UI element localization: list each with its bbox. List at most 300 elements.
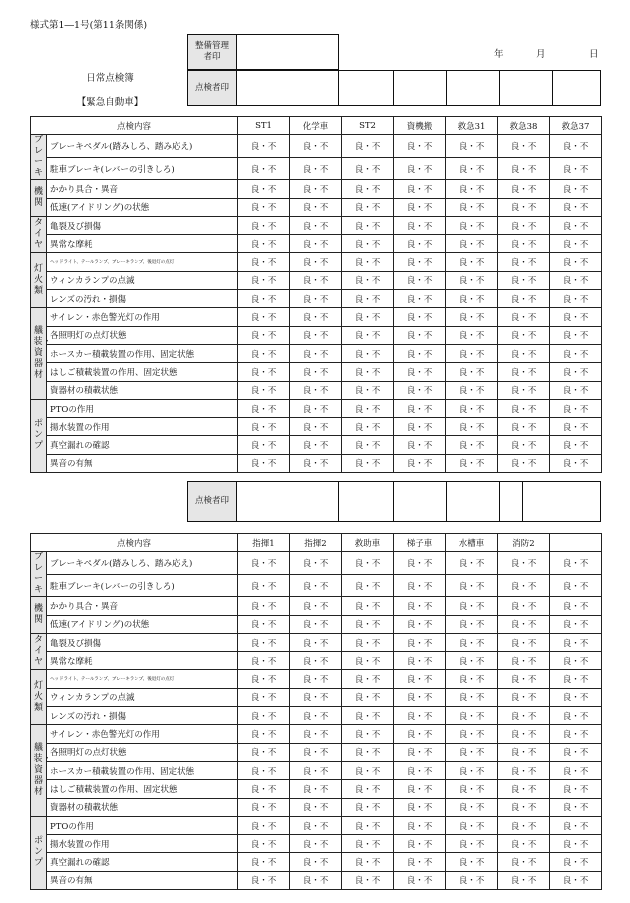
check-mark-cell[interactable]: 良・不 [290,363,342,381]
check-mark-cell[interactable]: 良・不 [446,743,498,761]
check-mark-cell[interactable]: 良・不 [446,135,498,158]
manager-seal-field[interactable] [237,35,339,70]
check-mark-cell[interactable]: 良・不 [238,853,290,871]
check-mark-cell[interactable]: 良・不 [238,344,290,362]
check-mark-cell[interactable]: 良・不 [550,253,602,271]
check-mark-cell[interactable]: 良・不 [394,326,446,344]
check-mark-cell[interactable]: 良・不 [290,271,342,289]
check-mark-cell[interactable]: 良・不 [238,235,290,253]
header-vehicle: 消防2 [498,534,550,552]
inspector-seal-field[interactable] [394,71,447,106]
check-mark-cell[interactable]: 良・不 [550,798,602,816]
inspection-item: 低速(アイドリング)の状態 [47,198,238,216]
check-mark-cell[interactable]: 良・不 [550,271,602,289]
check-mark-cell[interactable]: 良・不 [394,436,446,454]
check-mark-cell[interactable]: 良・不 [394,198,446,216]
check-mark-cell[interactable]: 良・不 [498,670,550,688]
category-text: 機関 [33,187,43,209]
check-mark-cell[interactable]: 良・不 [290,597,342,615]
check-mark-cell[interactable]: 良・不 [498,615,550,633]
check-mark-cell[interactable]: 良・不 [498,157,550,180]
check-mark-cell[interactable]: 良・不 [238,670,290,688]
inspection-item: 駐車ブレーキ(レバーの引きしろ) [47,574,238,597]
table-row [31,290,602,308]
check-mark-cell[interactable]: 良・不 [446,235,498,253]
check-mark-cell[interactable]: 良・不 [394,290,446,308]
check-mark-cell[interactable]: 良・不 [342,326,394,344]
check-mark-cell[interactable]: 良・不 [550,853,602,871]
check-mark-cell[interactable]: 良・不 [394,574,446,597]
check-mark-cell[interactable]: 良・不 [446,652,498,670]
check-mark-cell[interactable]: 良・不 [394,761,446,779]
check-mark-cell[interactable]: 良・不 [446,216,498,234]
check-mark-cell[interactable]: 良・不 [498,552,550,575]
check-mark-cell[interactable]: 良・不 [498,418,550,436]
check-mark-cell[interactable]: 良・不 [290,871,342,889]
check-mark-cell[interactable]: 良・不 [290,552,342,575]
check-mark-cell[interactable]: 良・不 [446,552,498,575]
check-mark-cell[interactable]: 良・不 [498,743,550,761]
table-row [31,780,602,798]
check-mark-cell[interactable]: 良・不 [238,326,290,344]
check-mark-cell[interactable]: 良・不 [498,853,550,871]
check-mark-cell[interactable]: 良・不 [290,381,342,399]
check-mark-cell[interactable]: 良・不 [238,157,290,180]
check-mark-cell[interactable]: 良・不 [238,597,290,615]
table-row [31,798,602,816]
check-mark-cell[interactable]: 良・不 [238,308,290,326]
check-mark-cell[interactable]: 良・不 [498,798,550,816]
check-mark-cell[interactable]: 良・不 [290,761,342,779]
check-mark-cell[interactable]: 良・不 [238,780,290,798]
check-mark-cell[interactable]: 良・不 [290,436,342,454]
check-mark-cell[interactable]: 良・不 [394,308,446,326]
check-mark-cell[interactable]: 良・不 [446,574,498,597]
check-mark-cell[interactable]: 良・不 [498,725,550,743]
check-mark-cell[interactable]: 良・不 [238,707,290,725]
inspector-seal-field[interactable] [523,482,601,522]
check-mark-cell[interactable]: 良・不 [550,344,602,362]
date-day-label: 日 [589,49,599,60]
check-mark-cell[interactable]: 良・不 [290,574,342,597]
check-mark-cell[interactable]: 良・不 [342,271,394,289]
check-mark-cell[interactable]: 良・不 [550,198,602,216]
inspector-seal-box-2 [187,481,601,522]
check-mark-cell[interactable]: 良・不 [550,235,602,253]
inspection-item: ウィンカランプの点滅 [47,688,238,706]
check-mark-cell[interactable]: 良・不 [290,399,342,417]
check-mark-cell[interactable]: 良・不 [394,454,446,472]
check-mark-cell[interactable]: 良・不 [394,798,446,816]
check-mark-cell[interactable]: 良・不 [394,871,446,889]
check-mark-cell[interactable]: 良・不 [498,688,550,706]
check-mark-cell[interactable]: 良・不 [290,290,342,308]
check-mark-cell[interactable]: 良・不 [446,688,498,706]
check-mark-cell[interactable]: 良・不 [550,157,602,180]
check-mark-cell[interactable]: 良・不 [446,780,498,798]
check-mark-cell[interactable]: 良・不 [290,198,342,216]
check-mark-cell[interactable]: 良・不 [394,271,446,289]
check-mark-cell[interactable]: 良・不 [498,253,550,271]
check-mark-cell[interactable]: 良・不 [550,780,602,798]
check-mark-cell[interactable]: 良・不 [290,308,342,326]
check-mark-cell[interactable]: 良・不 [342,363,394,381]
check-mark-cell[interactable]: 良・不 [446,436,498,454]
check-mark-cell[interactable]: 良・不 [342,633,394,651]
check-mark-cell[interactable]: 良・不 [290,707,342,725]
check-mark-cell[interactable]: 良・不 [238,454,290,472]
table-row [31,180,602,198]
check-mark-cell[interactable]: 良・不 [238,574,290,597]
check-mark-cell[interactable]: 良・不 [342,707,394,725]
form-number: 様式第1―1号(第11条関係) [30,20,148,31]
check-mark-cell[interactable]: 良・不 [446,271,498,289]
check-mark-cell[interactable]: 良・不 [498,454,550,472]
check-mark-cell[interactable]: 良・不 [290,135,342,158]
check-mark-cell[interactable]: 良・不 [290,216,342,234]
check-mark-cell[interactable]: 良・不 [498,308,550,326]
check-mark-cell[interactable]: 良・不 [238,381,290,399]
check-mark-cell[interactable]: 良・不 [550,652,602,670]
check-mark-cell[interactable]: 良・不 [498,381,550,399]
check-mark-cell[interactable]: 良・不 [550,871,602,889]
check-mark-cell[interactable]: 良・不 [550,707,602,725]
check-mark-cell[interactable]: 良・不 [446,454,498,472]
check-mark-cell[interactable]: 良・不 [238,216,290,234]
check-mark-cell[interactable]: 良・不 [342,780,394,798]
check-mark-cell[interactable]: 良・不 [550,135,602,158]
check-mark-cell[interactable]: 良・不 [446,157,498,180]
table-row [31,454,602,472]
check-mark-cell[interactable]: 良・不 [498,344,550,362]
check-mark-cell[interactable]: 良・不 [238,198,290,216]
check-mark-cell[interactable]: 良・不 [550,743,602,761]
check-mark-cell[interactable]: 良・不 [446,615,498,633]
inspector-seal-field[interactable] [394,482,447,522]
check-mark-cell[interactable]: 良・不 [290,344,342,362]
check-mark-cell[interactable]: 良・不 [394,344,446,362]
check-mark-cell[interactable]: 良・不 [342,180,394,198]
check-mark-cell[interactable]: 良・不 [394,688,446,706]
header-vehicle: 梯子車 [394,534,446,552]
table-row [31,157,602,180]
check-mark-cell[interactable]: 良・不 [290,743,342,761]
manager-seal-box [187,34,339,70]
check-mark-cell[interactable]: 良・不 [290,157,342,180]
check-mark-cell[interactable]: 良・不 [290,326,342,344]
check-mark-cell[interactable]: 良・不 [498,290,550,308]
check-mark-cell[interactable]: 良・不 [446,253,498,271]
check-mark-cell[interactable]: 良・不 [550,308,602,326]
check-mark-cell[interactable]: 良・不 [290,853,342,871]
check-mark-cell[interactable]: 良・不 [498,871,550,889]
manager-seal-label: 整備管理者印 [188,35,237,70]
inspection-item: 異音の有無 [47,871,238,889]
check-mark-cell[interactable]: 良・不 [238,180,290,198]
category-text: 機関 [33,604,43,626]
inspection-item: PTOの作用 [47,399,238,417]
category-label [31,725,52,816]
inspector-seal-field[interactable] [237,482,339,522]
check-mark-cell[interactable]: 良・不 [342,597,394,615]
check-mark-cell[interactable]: 良・不 [290,454,342,472]
check-mark-cell[interactable]: 良・不 [446,798,498,816]
check-mark-cell[interactable]: 良・不 [238,871,290,889]
check-mark-cell[interactable]: 良・不 [394,853,446,871]
check-mark-cell[interactable]: 良・不 [290,418,342,436]
check-mark-cell[interactable]: 良・不 [238,652,290,670]
check-mark-cell[interactable]: 良・不 [238,271,290,289]
check-mark-cell[interactable]: 良・不 [290,688,342,706]
header-vehicle: ST1 [238,117,290,135]
check-mark-cell[interactable]: 良・不 [550,216,602,234]
check-mark-cell[interactable]: 良・不 [394,816,446,834]
check-mark-cell[interactable]: 良・不 [446,871,498,889]
check-mark-cell[interactable]: 良・不 [446,418,498,436]
check-mark-cell[interactable]: 良・不 [342,574,394,597]
table-row [31,418,602,436]
check-mark-cell[interactable]: 良・不 [550,615,602,633]
check-mark-cell[interactable]: 良・不 [342,235,394,253]
check-mark-cell[interactable]: 良・不 [394,135,446,158]
check-mark-cell[interactable]: 良・不 [498,574,550,597]
check-mark-cell[interactable]: 良・不 [394,216,446,234]
check-mark-cell[interactable]: 良・不 [498,399,550,417]
check-mark-cell[interactable]: 良・不 [550,688,602,706]
check-mark-cell[interactable]: 良・不 [290,725,342,743]
check-mark-cell[interactable]: 良・不 [238,798,290,816]
check-mark-cell[interactable]: 良・不 [550,816,602,834]
table-row [31,871,602,889]
check-mark-cell[interactable]: 良・不 [238,835,290,853]
check-mark-cell[interactable]: 良・不 [550,180,602,198]
check-mark-cell[interactable]: 良・不 [342,344,394,362]
check-mark-cell[interactable]: 良・不 [290,652,342,670]
check-mark-cell[interactable]: 良・不 [394,381,446,399]
check-mark-cell[interactable]: 良・不 [550,326,602,344]
check-mark-cell[interactable]: 良・不 [238,363,290,381]
check-mark-cell[interactable]: 良・不 [446,180,498,198]
check-mark-cell[interactable]: 良・不 [238,399,290,417]
check-mark-cell[interactable]: 良・不 [394,597,446,615]
check-mark-cell[interactable]: 良・不 [446,363,498,381]
inspector-seal-field[interactable] [339,482,394,522]
check-mark-cell[interactable]: 良・不 [394,615,446,633]
check-mark-cell[interactable]: 良・不 [342,135,394,158]
check-mark-cell[interactable]: 良・不 [498,216,550,234]
check-mark-cell[interactable]: 良・不 [550,552,602,575]
check-mark-cell[interactable]: 良・不 [290,615,342,633]
check-mark-cell[interactable]: 良・不 [550,761,602,779]
check-mark-cell[interactable]: 良・不 [498,436,550,454]
check-mark-cell[interactable]: 良・不 [342,381,394,399]
check-mark-cell[interactable]: 良・不 [342,418,394,436]
check-mark-cell[interactable]: 良・不 [394,253,446,271]
check-mark-cell[interactable]: 良・不 [394,235,446,253]
check-mark-cell[interactable]: 良・不 [498,326,550,344]
check-mark-cell[interactable]: 良・不 [498,761,550,779]
check-mark-cell[interactable]: 良・不 [498,652,550,670]
inspector-seal-field[interactable] [447,71,500,106]
check-mark-cell[interactable]: 良・不 [342,835,394,853]
inspection-item: 揚水装置の作用 [47,835,238,853]
check-mark-cell[interactable]: 良・不 [342,454,394,472]
check-mark-cell[interactable]: 良・不 [342,670,394,688]
check-mark-cell[interactable]: 良・不 [394,180,446,198]
inspection-item: ブレーキペダル(踏みしろ、踏み応え) [47,552,238,575]
check-mark-cell[interactable]: 良・不 [498,198,550,216]
check-mark-cell[interactable]: 良・不 [290,835,342,853]
check-mark-cell[interactable]: 良・不 [498,363,550,381]
check-mark-cell[interactable]: 良・不 [238,688,290,706]
check-mark-cell[interactable]: 良・不 [238,816,290,834]
check-mark-cell[interactable]: 良・不 [342,290,394,308]
table-row [31,326,602,344]
check-mark-cell[interactable]: 良・不 [498,633,550,651]
check-mark-cell[interactable]: 良・不 [342,798,394,816]
check-mark-cell[interactable]: 良・不 [290,816,342,834]
check-mark-cell[interactable]: 良・不 [498,707,550,725]
check-mark-cell[interactable]: 良・不 [394,707,446,725]
check-mark-cell[interactable]: 良・不 [446,725,498,743]
check-mark-cell[interactable]: 良・不 [446,326,498,344]
check-mark-cell[interactable]: 良・不 [394,552,446,575]
check-mark-cell[interactable]: 良・不 [550,418,602,436]
check-mark-cell[interactable]: 良・不 [290,235,342,253]
check-mark-cell[interactable]: 良・不 [446,399,498,417]
check-mark-cell[interactable]: 良・不 [238,743,290,761]
inspector-seal-field[interactable] [553,71,601,106]
check-mark-cell[interactable]: 良・不 [342,253,394,271]
check-mark-cell[interactable]: 良・不 [394,363,446,381]
check-mark-cell[interactable]: 良・不 [550,290,602,308]
check-mark-cell[interactable]: 良・不 [238,633,290,651]
check-mark-cell[interactable]: 良・不 [446,381,498,399]
check-mark-cell[interactable]: 良・不 [238,615,290,633]
check-mark-cell[interactable]: 良・不 [342,157,394,180]
check-mark-cell[interactable]: 良・不 [446,835,498,853]
check-mark-cell[interactable]: 良・不 [238,725,290,743]
category-text: タイヤ [33,635,43,668]
inspector-seal-field[interactable] [500,71,553,106]
check-mark-cell[interactable]: 良・不 [290,180,342,198]
check-mark-cell[interactable]: 良・不 [394,835,446,853]
check-mark-cell[interactable]: 良・不 [342,761,394,779]
check-mark-cell[interactable]: 良・不 [342,853,394,871]
check-mark-cell[interactable]: 良・不 [342,216,394,234]
check-mark-cell[interactable]: 良・不 [498,135,550,158]
check-mark-cell[interactable]: 良・不 [238,761,290,779]
check-mark-cell[interactable]: 良・不 [446,816,498,834]
check-mark-cell[interactable]: 良・不 [342,743,394,761]
check-mark-cell[interactable]: 良・不 [394,652,446,670]
check-mark-cell[interactable]: 良・不 [238,436,290,454]
check-mark-cell[interactable]: 良・不 [290,798,342,816]
check-mark-cell[interactable]: 良・不 [290,633,342,651]
check-mark-cell[interactable]: 良・不 [342,436,394,454]
inspector-seal-field[interactable] [447,482,500,522]
check-mark-cell[interactable]: 良・不 [498,835,550,853]
inspector-seal-field[interactable] [339,71,394,106]
check-mark-cell[interactable]: 良・不 [342,615,394,633]
check-mark-cell[interactable]: 良・不 [394,399,446,417]
check-mark-cell[interactable]: 良・不 [550,436,602,454]
check-mark-cell[interactable]: 良・不 [394,157,446,180]
check-mark-cell[interactable]: 良・不 [498,597,550,615]
check-mark-cell[interactable]: 良・不 [394,780,446,798]
check-mark-cell[interactable]: 良・不 [394,670,446,688]
check-mark-cell[interactable]: 良・不 [550,670,602,688]
check-mark-cell[interactable]: 良・不 [446,707,498,725]
inspection-item: 亀裂及び損傷 [47,633,238,651]
check-mark-cell[interactable]: 良・不 [238,253,290,271]
check-mark-cell[interactable]: 良・不 [342,652,394,670]
check-mark-cell[interactable]: 良・不 [446,198,498,216]
check-mark-cell[interactable]: 良・不 [394,743,446,761]
table-row [31,688,602,706]
check-mark-cell[interactable]: 良・不 [550,835,602,853]
check-mark-cell[interactable]: 良・不 [550,363,602,381]
check-mark-cell[interactable]: 良・不 [342,552,394,575]
check-mark-cell[interactable]: 良・不 [498,180,550,198]
check-mark-cell[interactable]: 良・不 [290,670,342,688]
check-mark-cell[interactable]: 良・不 [550,633,602,651]
inspector-seal-field[interactable] [237,71,339,106]
check-mark-cell[interactable]: 良・不 [342,399,394,417]
header-vehicle [550,534,602,552]
check-mark-cell[interactable]: 良・不 [550,597,602,615]
check-mark-cell[interactable]: 良・不 [498,271,550,289]
check-mark-cell[interactable]: 良・不 [238,290,290,308]
check-mark-cell[interactable]: 良・不 [446,633,498,651]
check-mark-cell[interactable]: 良・不 [238,135,290,158]
check-mark-cell[interactable]: 良・不 [498,235,550,253]
check-mark-cell[interactable]: 良・不 [446,853,498,871]
check-mark-cell[interactable]: 良・不 [498,780,550,798]
check-mark-cell[interactable]: 良・不 [550,725,602,743]
check-mark-cell[interactable]: 良・不 [342,308,394,326]
check-mark-cell[interactable]: 良・不 [290,253,342,271]
check-mark-cell[interactable]: 良・不 [394,633,446,651]
table-header-row [31,534,602,552]
check-mark-cell[interactable]: 良・不 [446,344,498,362]
check-mark-cell[interactable]: 良・不 [342,725,394,743]
check-mark-cell[interactable]: 良・不 [446,761,498,779]
check-mark-cell[interactable]: 良・不 [446,670,498,688]
check-mark-cell[interactable]: 良・不 [394,725,446,743]
check-mark-cell[interactable]: 良・不 [342,198,394,216]
check-mark-cell[interactable]: 良・不 [550,399,602,417]
check-mark-cell[interactable]: 良・不 [446,308,498,326]
check-mark-cell[interactable]: 良・不 [290,780,342,798]
check-mark-cell[interactable]: 良・不 [342,688,394,706]
check-mark-cell[interactable]: 良・不 [550,454,602,472]
inspection-item: ウィンカランプの点滅 [47,271,238,289]
check-mark-cell[interactable]: 良・不 [446,290,498,308]
check-mark-cell[interactable]: 良・不 [342,871,394,889]
check-mark-cell[interactable]: 良・不 [498,816,550,834]
table-row [31,670,602,688]
check-mark-cell[interactable]: 良・不 [550,381,602,399]
header-vehicle: 水槽車 [446,534,498,552]
check-mark-cell[interactable]: 良・不 [394,418,446,436]
check-mark-cell[interactable]: 良・不 [550,574,602,597]
inspector-seal-field[interactable] [500,482,523,522]
check-mark-cell[interactable]: 良・不 [238,418,290,436]
check-mark-cell[interactable]: 良・不 [238,552,290,575]
check-mark-cell[interactable]: 良・不 [446,597,498,615]
check-mark-cell[interactable]: 良・不 [342,816,394,834]
